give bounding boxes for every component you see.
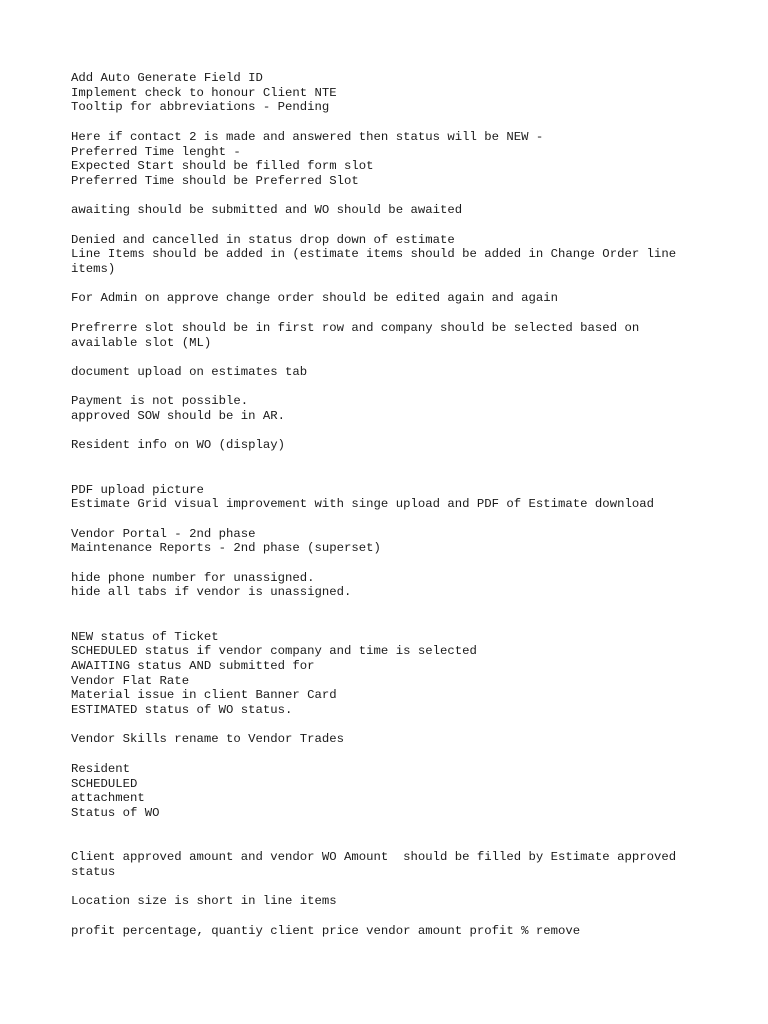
text-line: NEW status of Ticket xyxy=(71,629,219,644)
paragraph xyxy=(71,483,701,512)
paragraph xyxy=(71,203,701,218)
text-line: attachment xyxy=(71,791,145,806)
text-line: Estimate Grid visual improvement with singe upload and PDF of Estimate download xyxy=(71,497,654,512)
text-line: Line Items should be added in (estimate items should be added in Change Order line xyxy=(71,247,677,262)
text-line: Client approved amount and vendor WO Amount should be filled by Estimate approved xyxy=(71,850,677,865)
text-line: hide all tabs if vendor is unassigned. xyxy=(71,585,352,600)
text-line: items) xyxy=(71,262,116,277)
text-line: AWAITING status AND submitted for xyxy=(71,658,315,673)
text-line: Denied and cancelled in status drop down of estimate xyxy=(71,232,455,247)
text-line: Here if contact 2 is made and answered then status will be NEW - xyxy=(71,129,544,144)
paragraph xyxy=(71,527,701,556)
text-line: available slot (ML) xyxy=(71,335,212,350)
paragraph xyxy=(71,630,701,718)
text-line: Vendor Flat Rate xyxy=(71,673,190,688)
paragraph xyxy=(71,321,701,350)
text-line: Prefrerre slot should be in first row and company should be selected based on xyxy=(71,320,640,335)
text-line: SCHEDULED xyxy=(71,776,138,791)
text-line: Add Auto Generate Field ID xyxy=(71,71,263,85)
text-line: Preferred Time should be Preferred Slot xyxy=(71,173,359,188)
text-line: Resident info on WO (display) xyxy=(71,438,286,453)
text-line: document upload on estimates tab xyxy=(71,364,308,379)
text-line: hide phone number for unassigned. xyxy=(71,570,315,585)
paragraph xyxy=(71,233,701,277)
text-line: Material issue in client Banner Card xyxy=(71,688,337,703)
paragraph xyxy=(71,732,701,747)
paragraph xyxy=(71,291,701,306)
text-line: Status of WO xyxy=(71,805,160,820)
paragraph xyxy=(71,924,701,939)
paragraph xyxy=(71,850,701,879)
paragraph xyxy=(71,130,701,189)
text-line: PDF upload picture xyxy=(71,482,204,497)
text-line: Preferred Time lenght - xyxy=(71,144,241,159)
paragraph xyxy=(71,571,701,600)
text-line: Vendor Portal - 2nd phase xyxy=(71,526,256,541)
text-line: Payment is not possible. xyxy=(71,394,249,409)
text-line: awaiting should be submitted and WO should be awaited xyxy=(71,203,463,218)
text-line: status xyxy=(71,864,116,879)
document-page xyxy=(71,71,701,953)
paragraph xyxy=(71,438,701,453)
paragraph xyxy=(71,394,701,423)
text-line: Resident xyxy=(71,761,131,776)
text-line: Vendor Skills rename to Vendor Trades xyxy=(71,732,345,747)
text-line: Maintenance Reports - 2nd phase (superset) xyxy=(71,541,381,556)
text-line: SCHEDULED status if vendor company and time is selected xyxy=(71,644,477,659)
text-line: ESTIMATED status of WO status. xyxy=(71,703,293,718)
paragraph xyxy=(71,894,701,909)
paragraph xyxy=(71,762,701,821)
text-line: Location size is short in line items xyxy=(71,894,337,909)
paragraph xyxy=(71,71,701,115)
text-line: For Admin on approve change order should be edited again and again xyxy=(71,291,559,306)
text-line: Tooltip for abbreviations - Pending xyxy=(71,100,330,115)
text-line: Implement check to honour Client NTE xyxy=(71,85,337,100)
text-line: Expected Start should be filled form slot xyxy=(71,159,374,174)
paragraph xyxy=(71,365,701,380)
text-line: profit percentage, quantiy client price vendor amount profit % remove xyxy=(71,923,581,938)
text-line: approved SOW should be in AR. xyxy=(71,409,286,424)
